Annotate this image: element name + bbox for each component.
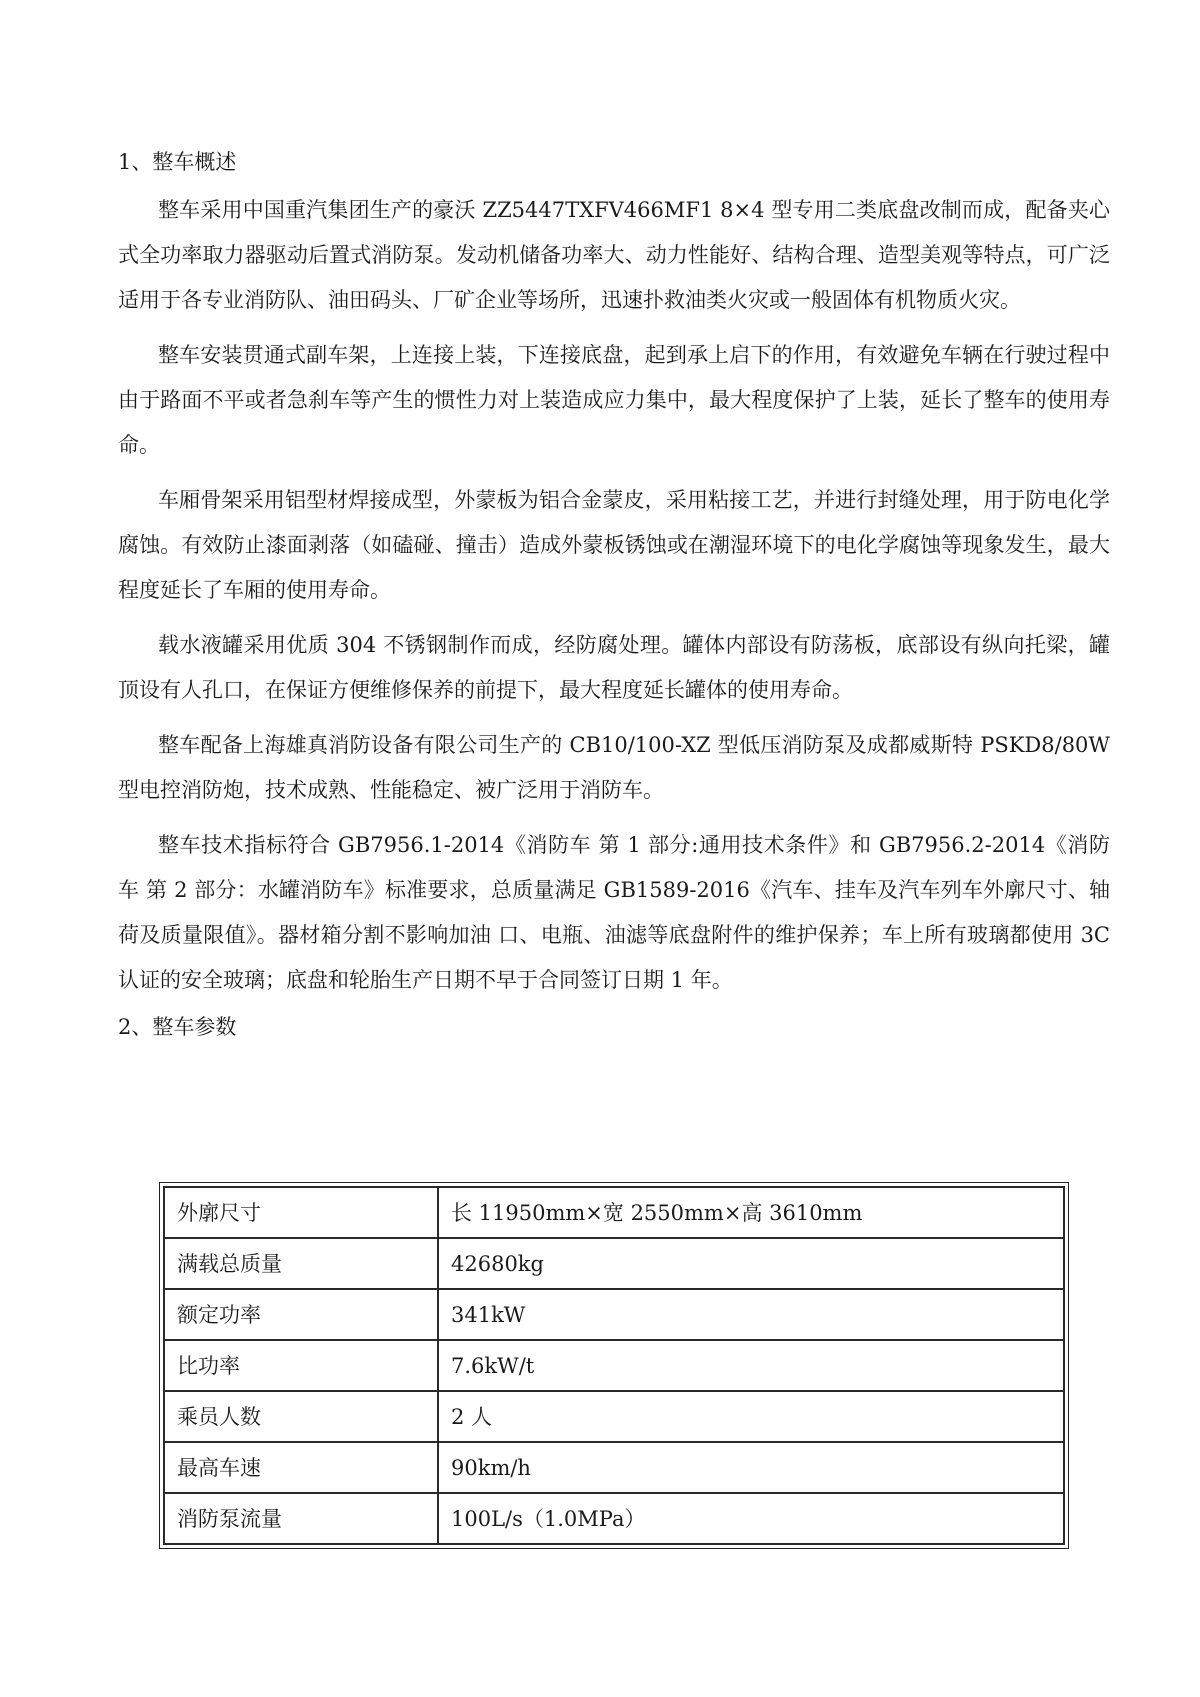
paragraph-pump: 整车配备上海雄真消防设备有限公司生产的 CB10/100-XZ 型低压消防泵及成都威斯特 PSKD8/80W 型电控消防炮，技术成熟、性能稳定、被广泛用于消防车。 <box>118 733 1110 802</box>
param-label: 最高车速 <box>164 1442 438 1493</box>
table-row <box>164 1493 1064 1544</box>
parameters-table <box>163 1186 1065 1545</box>
paragraph-subframe: 整车安装贯通式副车架，上连接上装，下连接底盘，起到承上启下的作用，有效避免车辆在行驶过程中由于路面不平或者急刹车等产生的惯性力对上装造成应力集中，最大程度保护了上装，延长了整车的使用寿命。 <box>118 343 1110 457</box>
paragraph-compartment: 车厢骨架采用铝型材焊接成型，外蒙板为铝合金蒙皮，采用粘接工艺，并进行封缝处理，用于防电化学腐蚀。有效防止漆面剥落（如磕碰、撞击）造成外蒙板锈蚀或在潮湿环境下的电化学腐蚀等现象发生，最大程度延长了车厢的使用寿命。 <box>118 488 1110 602</box>
param-value: 341kW <box>438 1289 1064 1340</box>
param-value: 长 11950mm×宽 2550mm×高 3610mm <box>438 1187 1064 1238</box>
param-label: 比功率 <box>164 1340 438 1391</box>
document-body <box>118 148 1110 1051</box>
table-row <box>164 1289 1064 1340</box>
section-heading-parameters: 2、整车参数 <box>118 1015 237 1039</box>
paragraph-water-tank: 载水液罐采用优质 304 不锈钢制作而成，经防腐处理。罐体内部设有防荡板，底部设有纵向托梁，罐顶设有人孔口，在保证方便维修保养的前提下，最大程度延长罐体的使用寿命。 <box>118 633 1110 702</box>
param-label: 乘员人数 <box>164 1391 438 1442</box>
table-row <box>164 1187 1064 1238</box>
paragraph-chassis: 整车采用中国重汽集团生产的豪沃 ZZ5447TXFV466MF1 8×4 型专用二类底盘改制而成，配备夹心式全功率取力器驱动后置式消防泵。发动机储备功率大、动力性能好、结构合理、造型美观等特点，可广泛适用于各专业消防队、油田码头、厂矿企业等场所，迅速扑救油类火灾或一般固体有机物质火灾。 <box>118 198 1110 312</box>
param-value: 100L/s（1.0MPa） <box>438 1493 1064 1544</box>
paragraph-standards: 整车技术指标符合 GB7956.1-2014《消防车 第 1 部分:通用技术条件》和 GB7956.2-2014《消防车 第 2 部分：水罐消防车》标准要求，总质量满足 GB1589-2016《汽车、挂车及汽车列车外廓尺寸、轴荷及质量限值》。器材箱分割不影响加油 口、电瓶、油滤等底盘附件的维护保养；车上所有玻璃都使用 3C 认证的安全玻璃；底盘和轮胎生产日期不早于合同签订日期 1 年。 <box>118 833 1110 992</box>
param-value: 42680kg <box>438 1238 1064 1289</box>
section-heading-overview: 1、整车概述 <box>118 150 237 174</box>
param-label: 额定功率 <box>164 1289 438 1340</box>
param-value: 7.6kW/t <box>438 1340 1064 1391</box>
table-row <box>164 1442 1064 1493</box>
param-value: 2 人 <box>438 1391 1064 1442</box>
table-row <box>164 1238 1064 1289</box>
table-row <box>164 1391 1064 1442</box>
param-value: 90km/h <box>438 1442 1064 1493</box>
param-label: 消防泵流量 <box>164 1493 438 1544</box>
param-label: 外廓尺寸 <box>164 1187 438 1238</box>
param-label: 满载总质量 <box>164 1238 438 1289</box>
table-row <box>164 1340 1064 1391</box>
